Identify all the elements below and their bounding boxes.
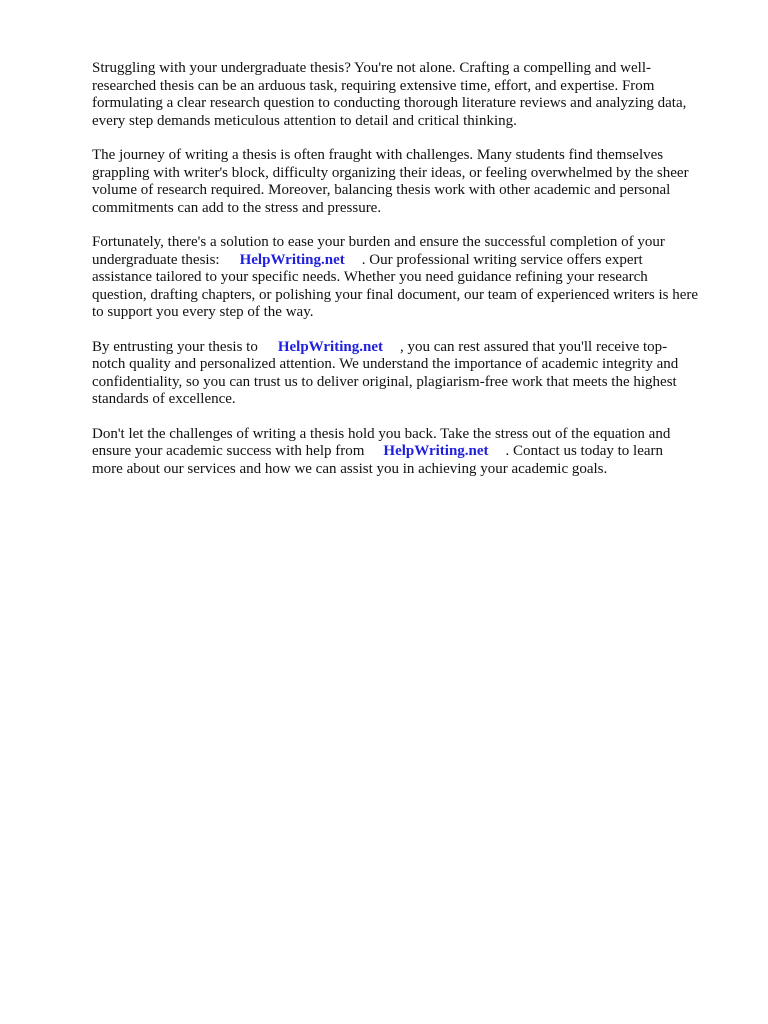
- text-line: grappling with writer's block, difficulty organizing their ideas, or feeling overwhelmed by the sheer: [92, 164, 689, 181]
- helpwriting-link[interactable]: HelpWriting.net: [239, 251, 345, 268]
- text-segment: By entrusting your thesis to: [92, 338, 258, 355]
- text-line: [92, 339, 722, 357]
- text-line: [92, 252, 722, 270]
- text-line: standards of excellence.: [92, 391, 236, 407]
- text-line: The journey of writing a thesis is often fraught with challenges. Many students find themselves: [92, 147, 664, 163]
- text-segment: ensure your academic success with help from: [92, 443, 365, 459]
- text-line: more about our services and how we can assist you in achieving your academic goals.: [92, 460, 608, 477]
- text-line: volume of research required. Moreover, balancing thesis work with other academic and personal: [92, 182, 671, 198]
- text-segment: . Contact us today to learn: [505, 443, 664, 459]
- paragraph-4: [92, 339, 722, 409]
- text-line: Don't let the challenges of writing a thesis hold you back. Take the stress out of the equation and: [92, 425, 671, 442]
- text-line: notch quality and personalized attention. We understand the importance of academic integrity and: [92, 356, 679, 372]
- text-line: commitments can add to the stress and pressure.: [92, 199, 382, 216]
- text-line: confidentiality, so you can trust us to deliver original, plagiarism-free work that meets the highest: [92, 373, 677, 390]
- text-line: question, drafting chapters, or polishing your final document, our team of experienced writers is here: [92, 286, 699, 303]
- text-line: assistance tailored to your specific needs. Whether you need guidance refining your research: [92, 269, 648, 285]
- text-segment: undergraduate thesis:: [92, 251, 220, 268]
- text-line: Fortunately, there's a solution to ease your burden and ensure the successful completion of your: [92, 234, 665, 250]
- text-line: every step demands meticulous attention to detail and critical thinking.: [92, 112, 517, 129]
- paragraph-2: [92, 147, 722, 217]
- paragraph-3: [92, 234, 722, 322]
- paragraph-1: [92, 60, 722, 130]
- text-line: researched thesis can be an arduous task, requiring extensive time, effort, and expertise. From: [92, 77, 655, 94]
- paragraph-5: [92, 426, 722, 479]
- helpwriting-link[interactable]: HelpWriting.net: [383, 443, 489, 459]
- helpwriting-link[interactable]: HelpWriting.net: [277, 338, 383, 355]
- text-segment: . Our professional writing service offers expert: [361, 251, 643, 268]
- document-body: [92, 60, 722, 495]
- text-line: formulating a clear research question to conducting thorough literature reviews and analyzing data,: [92, 95, 687, 111]
- text-segment: , you can rest assured that you'll receive top-: [399, 338, 668, 355]
- text-line: Struggling with your undergraduate thesis? You're not alone. Crafting a compelling and well-: [92, 60, 651, 76]
- text-line: to support you every step of the way.: [92, 304, 314, 320]
- text-line: [92, 443, 722, 461]
